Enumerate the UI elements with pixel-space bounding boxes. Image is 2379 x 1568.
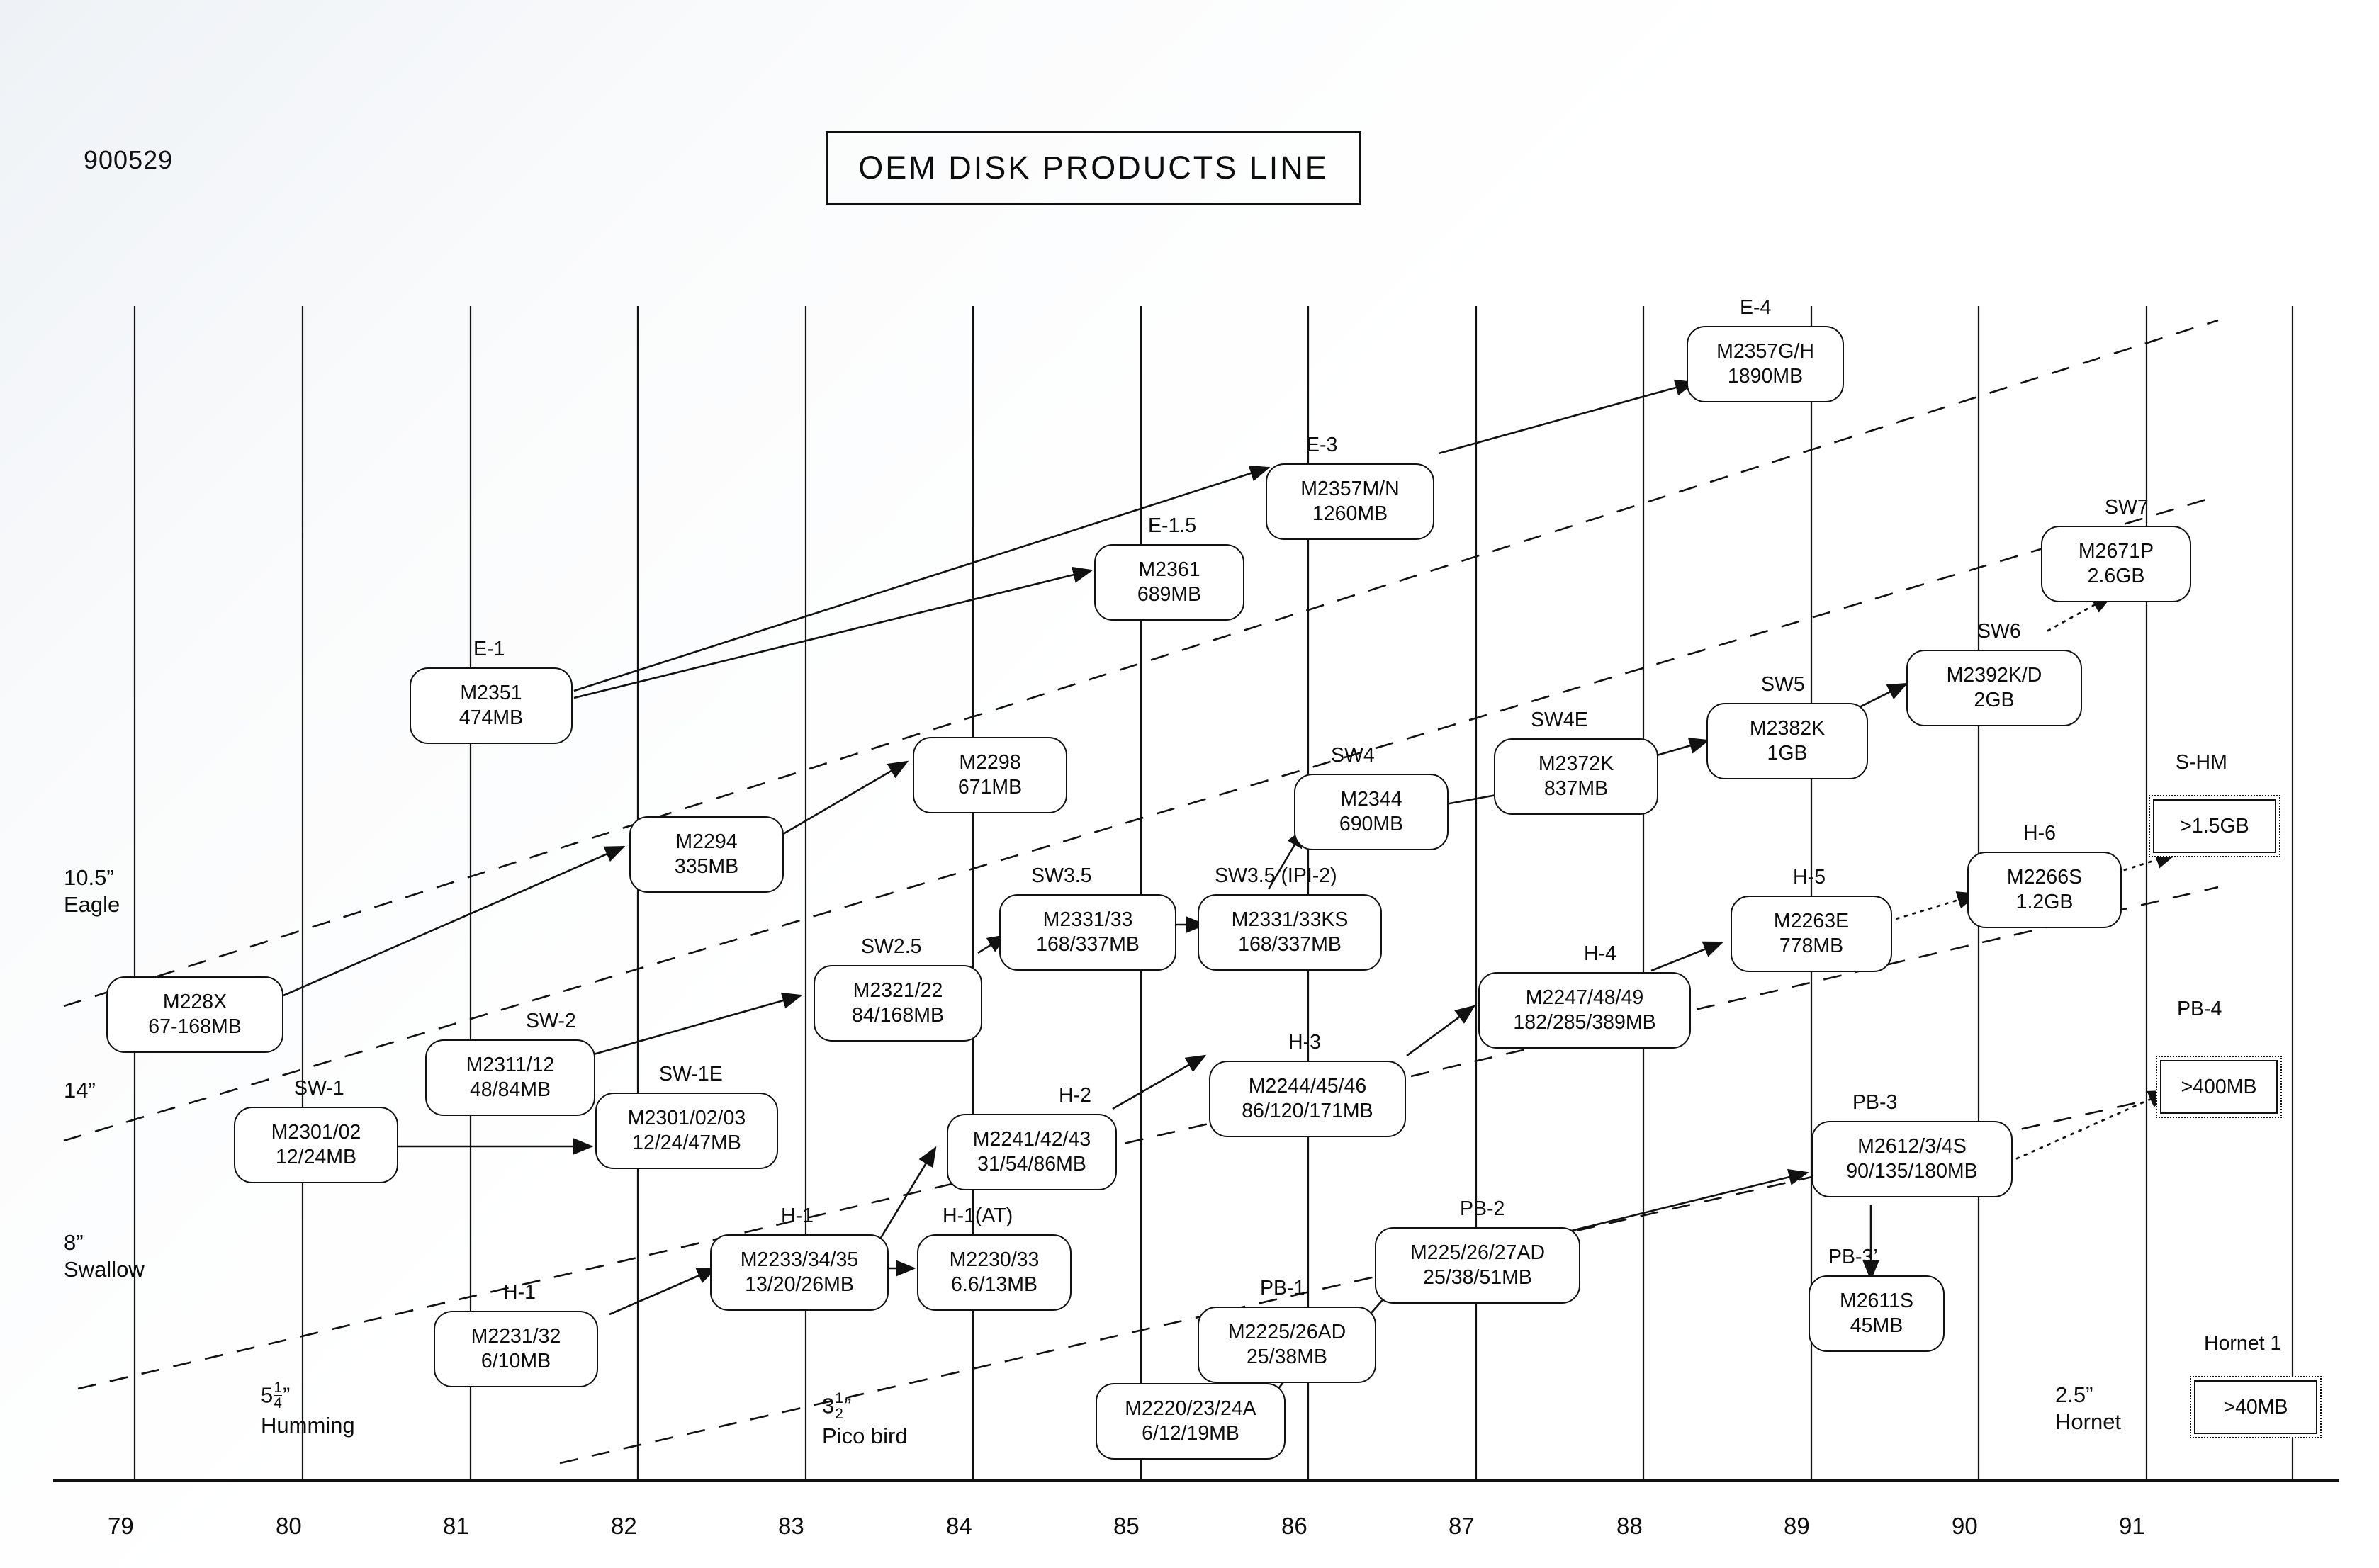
node-h4[interactable]: M2247/48/49 182/285/389MB xyxy=(1478,972,1691,1049)
node-label-sw6: SW6 xyxy=(1977,620,2021,643)
node-m2294[interactable]: M2294 335MB xyxy=(629,816,784,893)
node-label-e3: E-3 xyxy=(1306,434,1338,456)
year-tick-83: 83 xyxy=(778,1513,804,1539)
node-sw2-5[interactable]: M2321/22 84/168MB xyxy=(814,965,982,1042)
node-sw7[interactable]: M2671P 2.6GB xyxy=(2041,526,2191,602)
family-label-fourteen-inch: 14” xyxy=(64,1078,96,1102)
year-tick-87: 87 xyxy=(1449,1513,1475,1539)
family-label-humming: 5 $\frac{1}{4}$ ” Humming xyxy=(261,1380,355,1438)
node-h3[interactable]: M2244/45/46 86/120/171MB xyxy=(1209,1061,1406,1137)
node-label-hornet1: Hornet 1 xyxy=(2204,1332,2282,1355)
node-label-e15: E-1.5 xyxy=(1148,514,1197,537)
year-tick-88: 88 xyxy=(1616,1513,1643,1539)
node-label-pb2: PB-2 xyxy=(1460,1197,1505,1220)
node-h1-m2231[interactable]: M2231/32 6/10MB xyxy=(434,1311,598,1387)
node-label-sw25: SW2.5 xyxy=(861,935,922,958)
node-pb3[interactable]: M2612/3/4S 90/135/180MB xyxy=(1811,1121,2013,1197)
page-title: OEM DISK PRODUCTS LINE xyxy=(858,150,1329,186)
node-sw2[interactable]: M2311/12 48/84MB xyxy=(425,1039,595,1116)
node-pb4-future[interactable]: >400MB xyxy=(2156,1056,2282,1118)
node-e4[interactable]: M2357G/H 1890MB xyxy=(1687,326,1844,402)
node-h2[interactable]: M2241/42/43 31/54/86MB xyxy=(947,1114,1117,1190)
node-label-e1: E-1 xyxy=(473,638,505,660)
node-label-sw2: SW-2 xyxy=(526,1010,576,1032)
node-sw3-5[interactable]: M2331/33 168/337MB xyxy=(999,894,1176,971)
node-sw1[interactable]: M2301/02 12/24MB xyxy=(234,1107,398,1183)
node-sw4[interactable]: M2344 690MB xyxy=(1294,774,1449,850)
node-m2298[interactable]: M2298 671MB xyxy=(913,737,1067,813)
node-m228x[interactable]: M228X 67-168MB xyxy=(106,976,283,1053)
node-label-pb3-prime: PB-3’ xyxy=(1828,1246,1878,1268)
node-sw5[interactable]: M2382K 1GB xyxy=(1706,703,1868,779)
node-label-pb1: PB-1 xyxy=(1260,1277,1305,1299)
year-tick-91: 91 xyxy=(2119,1513,2145,1539)
node-h1-at[interactable]: M2230/33 6.6/13MB xyxy=(917,1234,1072,1311)
year-tick-81: 81 xyxy=(443,1513,469,1539)
node-label-sw1e: SW-1E xyxy=(659,1063,723,1085)
node-label-sw4: SW4 xyxy=(1331,744,1375,767)
node-label-shm: S-HM xyxy=(2176,751,2227,774)
node-label-h6: H-6 xyxy=(2023,822,2056,845)
node-e1-5[interactable]: M2361 689MB xyxy=(1094,544,1244,621)
node-sw3-5-ipi2[interactable]: M2331/33KS 168/337MB xyxy=(1198,894,1382,971)
node-label-h4: H-4 xyxy=(1584,942,1616,965)
node-label-h5: H-5 xyxy=(1793,866,1826,889)
node-m2220[interactable]: M2220/23/24A 6/12/19MB xyxy=(1096,1383,1286,1460)
node-label-sw5: SW5 xyxy=(1761,673,1805,696)
year-tick-80: 80 xyxy=(276,1513,302,1539)
node-e3[interactable]: M2357M/N 1260MB xyxy=(1266,463,1434,540)
node-label-pb3: PB-3 xyxy=(1852,1091,1898,1114)
year-tick-82: 82 xyxy=(611,1513,637,1539)
node-label-h2: H-2 xyxy=(1059,1084,1091,1107)
node-label-h3: H-3 xyxy=(1288,1031,1321,1054)
node-label-e4: E-4 xyxy=(1740,296,1772,319)
node-label-h1-a: H-1 xyxy=(503,1281,536,1304)
title-box xyxy=(826,131,1361,205)
node-hornet1-future[interactable]: >40MB xyxy=(2190,1376,2322,1438)
year-tick-79: 79 xyxy=(108,1513,134,1539)
node-label-h1-b: H-1 xyxy=(781,1205,814,1227)
node-label-sw7: SW7 xyxy=(2105,496,2149,519)
year-tick-85: 85 xyxy=(1113,1513,1140,1539)
family-label-hornet: 2.5” Hornet xyxy=(2055,1382,2122,1434)
node-pb3-prime[interactable]: M2611S 45MB xyxy=(1809,1275,1945,1352)
family-label-swallow: 8” Swallow xyxy=(64,1230,145,1282)
node-h1-m2233[interactable]: M2233/34/35 13/20/26MB xyxy=(710,1234,889,1311)
document-date: 900529 xyxy=(84,145,174,174)
node-pb2[interactable]: M225/26/27AD 25/38/51MB xyxy=(1375,1227,1580,1304)
node-label-h1at: H-1(AT) xyxy=(943,1205,1013,1227)
evolution-arrows xyxy=(283,383,1906,1392)
node-sw1e[interactable]: M2301/02/03 12/24/47MB xyxy=(595,1093,778,1169)
node-shm-future[interactable]: >1.5GB xyxy=(2149,795,2280,857)
node-label-sw4e: SW4E xyxy=(1531,709,1588,731)
node-h6[interactable]: M2266S 1.2GB xyxy=(1967,852,2122,928)
node-label-sw35: SW3.5 xyxy=(1031,864,1092,887)
year-tick-86: 86 xyxy=(1281,1513,1307,1539)
node-e1[interactable]: M2351 474MB xyxy=(410,667,573,744)
year-tick-90: 90 xyxy=(1952,1513,1978,1539)
node-h5[interactable]: M2263E 778MB xyxy=(1731,896,1892,972)
year-tick-84: 84 xyxy=(946,1513,972,1539)
node-label-pb4: PB-4 xyxy=(2177,998,2222,1020)
node-label-sw35-ipi2: SW3.5 (IPI-2) xyxy=(1215,864,1337,887)
node-label-sw1: SW-1 xyxy=(294,1077,344,1100)
node-sw4e[interactable]: M2372K 837MB xyxy=(1494,738,1658,815)
family-label-eagle: 10.5” Eagle xyxy=(64,865,120,917)
family-label-picobird: 3 $\frac{1}{2}$ ” Pico bird xyxy=(822,1390,908,1448)
year-tick-89: 89 xyxy=(1784,1513,1810,1539)
node-pb1[interactable]: M2225/26AD 25/38MB xyxy=(1198,1307,1376,1383)
node-sw6[interactable]: M2392K/D 2GB xyxy=(1906,650,2082,726)
